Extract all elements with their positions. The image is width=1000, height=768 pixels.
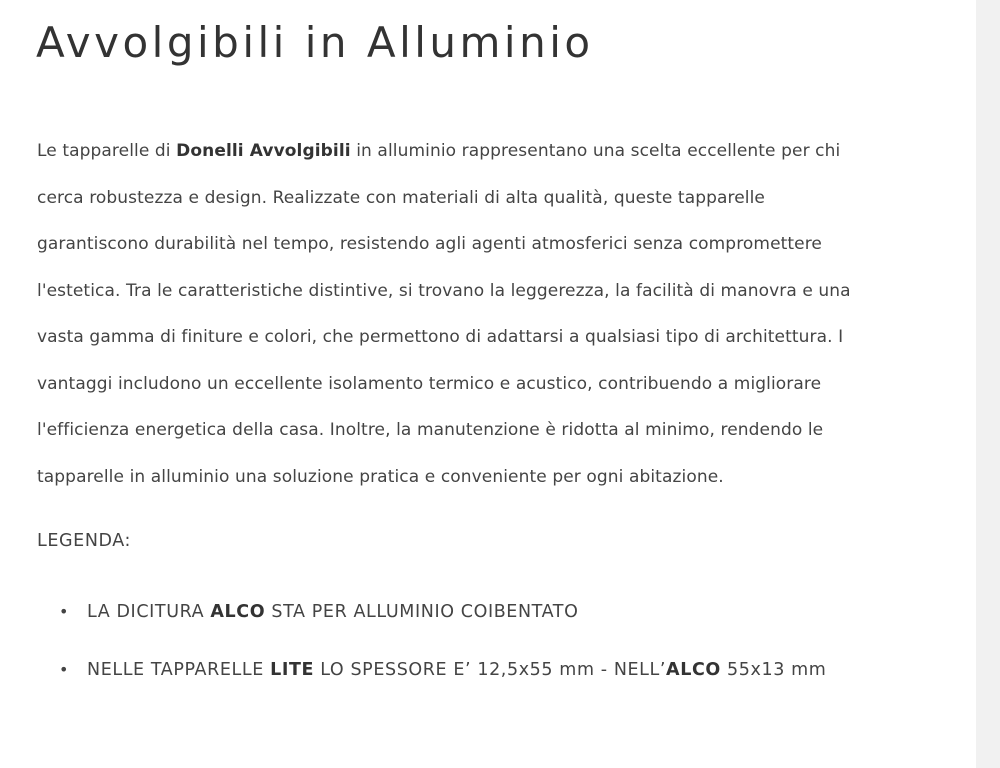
intro-line-7: l'efficienza energetica della casa. Inoltre, la manutenzione è ridotta al minimo, rendendo le	[37, 420, 824, 440]
intro-line-2: cerca robustezza e design. Realizzate con materiali di alta qualità, queste tapparelle	[37, 187, 765, 208]
legend-item: • LA DICITURA ALCO STA PER ALLUMINIO COIBENTATO	[37, 592, 826, 650]
intro-line-8: tapparelle in alluminio una soluzione pratica e conveniente per ogni abitazione.	[37, 466, 724, 487]
scrollbar-track[interactable]	[976, 0, 1000, 768]
intro-line-5: vasta gamma di finiture e colori, che permettono di adattarsi a qualsiasi tipo di architettura. I	[37, 327, 844, 347]
intro-line-1: Le tapparelle di Donelli Avvolgibili in alluminio rappresentano una scelta eccellente per chi	[37, 141, 841, 161]
intro-line-3: garantiscono durabilità nel tempo, resistendo agli agenti atmosferici senza compromettere	[37, 234, 822, 254]
legend-item: • NELLE TAPPARELLE LITE LO SPESSORE E’ 12,5x55 mm - NELL’ALCO 55x13 mm	[37, 650, 826, 708]
intro-paragraph	[37, 128, 917, 500]
bullet-icon: •	[59, 602, 70, 621]
legend-label: LEGENDA:	[37, 531, 132, 551]
bullet-icon: •	[59, 660, 70, 679]
intro-line-6: vantaggi includono un eccellente isolamento termico e acustico, contribuendo a migliorare	[37, 373, 822, 394]
page-title: Avvolgibili in Alluminio	[36, 18, 594, 67]
legend-list	[37, 592, 826, 708]
intro-line-4: l'estetica. Tra le caratteristiche distintive, si trovano la leggerezza, la facilità di manovra e una	[37, 280, 851, 301]
brand-name: Donelli Avvolgibili	[176, 141, 351, 161]
